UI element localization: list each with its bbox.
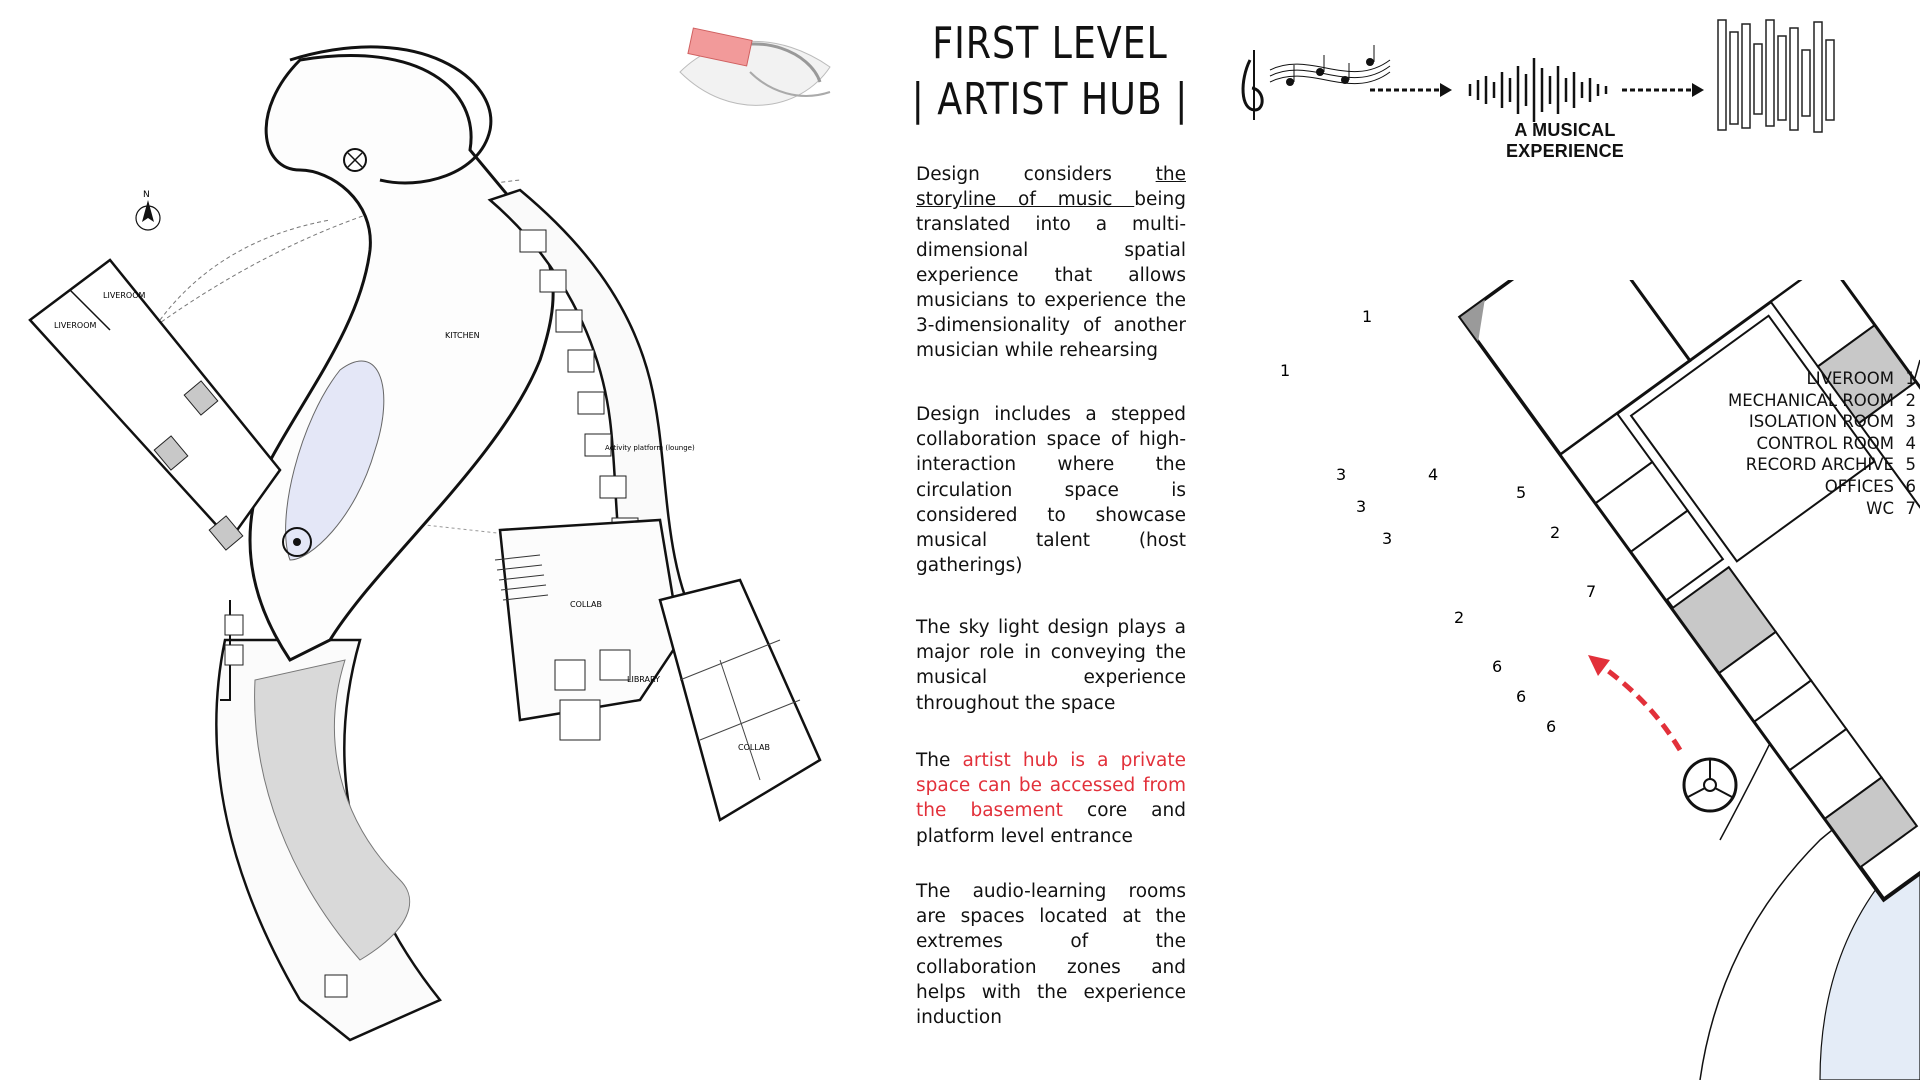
room-number: 5 [1516,483,1527,502]
north-arrow-icon [136,200,160,230]
legend-row: CONTROL ROOM 4 [1756,433,1916,453]
arrow-right-dotted-icon [1622,83,1704,97]
legend-row: RECORD ARCHIVE 5 [1745,455,1916,475]
collab-label-a: COLLAB [570,600,602,609]
music-notes-icon [1243,45,1390,120]
legend-row: LIVEROOM 1 [1806,369,1916,388]
west-wing-outline [30,260,280,540]
room-number: 1 [1362,307,1373,326]
abstract-bars-icon [1718,20,1834,132]
entry-arrow-head [1588,655,1610,676]
room-number: 4 [1428,465,1439,484]
title-first-level: FIRST LEVEL [932,18,1168,69]
room-legend [1700,368,1916,519]
sound-wave-icon [1470,58,1606,122]
arrow-right-dotted-icon [1370,83,1452,97]
paragraph-audio-learning: The audio-learning rooms are spaces located at the extremes of the collaboration zones and helps with the experience induction [916,881,1186,1029]
massing-thumbnail [660,12,860,132]
paragraph-skylight: The sky light design plays a major role in conveying the musical experience throughout the space [916,617,1186,714]
room-number: 7 [1586,582,1597,601]
room-number: 6 [1546,717,1557,736]
collab-wing-2 [660,580,820,820]
kitchen-label: KITCHEN [445,331,480,340]
legend-row: OFFICES 6 [1824,476,1916,496]
room-number: 6 [1492,657,1503,676]
title-artist-hub: | ARTIST HUB | [911,74,1189,125]
collab-label-b: COLLAB [738,743,770,752]
library-label: LIBRARY [627,675,660,684]
liveroom-label-a: LIVEROOM [103,291,146,300]
concept-tagline: A MUSICAL EXPERIENCE [1505,120,1625,161]
site-floor-plan [0,0,900,1080]
room-number: 3 [1382,529,1393,548]
paragraph-collaboration: Design includes a stepped collaboration space of high-interaction where the circulation space is considered to showcase musical talent (host gatherings) [916,404,1186,577]
liveroom-label-b: LIVEROOM [54,321,97,330]
north-label: N [143,190,150,200]
paragraph-access: The artist hub is a private space can be accessed from the basement core and platform level entrance [916,750,1187,847]
legend-row: MECHANICAL ROOM 2 [1727,390,1916,410]
activity-label: Activity platform (lounge) [605,444,695,452]
room-number: 3 [1356,497,1367,516]
room-number: 1 [1280,361,1291,380]
entry-arrow [1600,665,1680,750]
collab-wing-outline [500,520,680,720]
legend-row: ISOLATION ROOM 3 [1748,412,1916,432]
room-number: 6 [1516,687,1527,706]
room-number: 2 [1454,608,1465,627]
room-number: 3 [1336,465,1347,484]
paragraph-storyline: Design considers the storyline of music being translated into a multi-dimensional spatial experience that allows musicians to experience the 3-dimensionality of another musician while rehearsing [916,164,1186,362]
room-number: 2 [1550,523,1561,542]
legend-row: WC 7 [1866,498,1916,518]
